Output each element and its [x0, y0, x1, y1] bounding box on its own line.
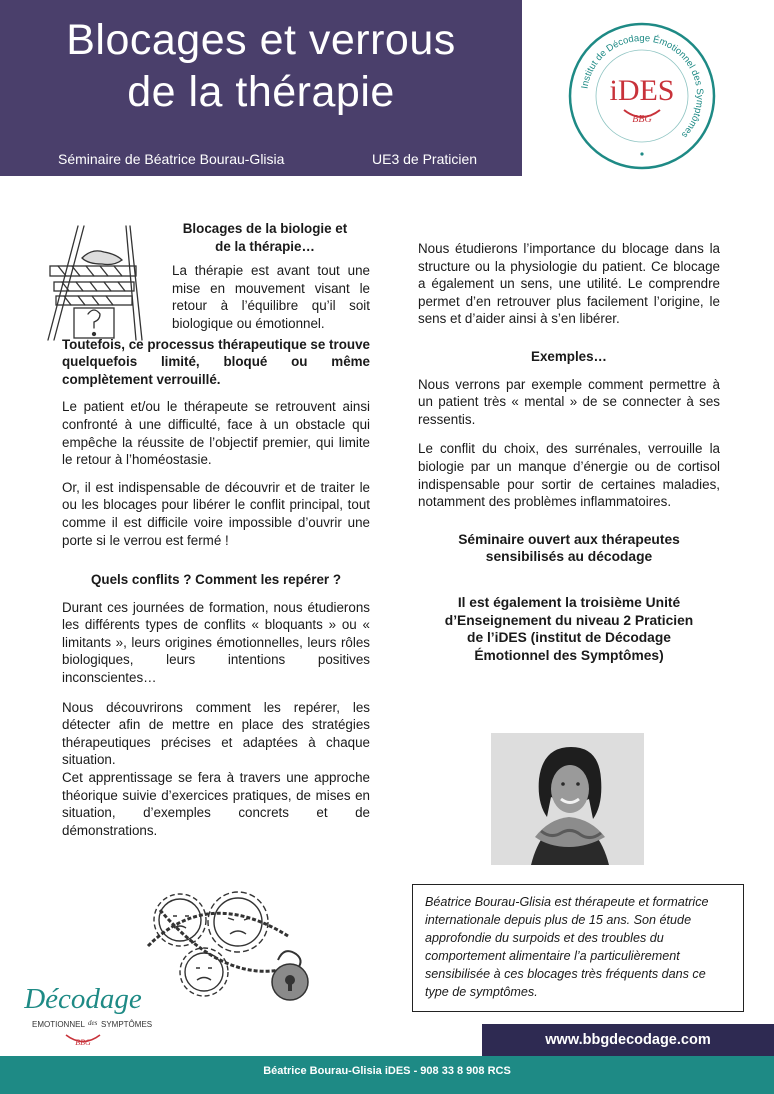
logo-monogram: BBG: [75, 1038, 91, 1047]
logo-tagline-c: SYMPTÔMES: [101, 1020, 153, 1029]
seminar-subtitle: Séminaire de Béatrice Bourau-Glisia: [58, 151, 285, 167]
paragraph-mental: Nous verrons par exemple comment permettre à un patient très « mental » de se connecter à ses ressentis.: [418, 376, 720, 427]
paragraph-lock: Or, il est indispensable de découvrir et de traiter le ou les blocages pour libérer le conflit principal, tout comme il est difficile voire impossible d’ouvrir une porte si le verrou est fermé !: [62, 479, 370, 548]
bio-text: Béatrice Bourau-Glisia est thérapeute et formatrice internationale depuis plus de 15 ans. Son étude approfondie du surpoids et des troubles du comportement alimentaire l’a particulièrement sensibilisée à ces blocages très fréquents dans ce type de symptômes.: [425, 895, 709, 999]
open-seminar-line1: Séminaire ouvert aux thérapeutes: [458, 531, 680, 547]
seal-brand-text: iDES: [609, 74, 675, 107]
section-title-conflicts: Quels conflits ? Comment les repérer ?: [90, 572, 342, 588]
level-label: UE3 de Praticien: [372, 151, 478, 167]
paragraph-detect: Nous découvrirons comment les repérer, les détecter afin de mettre en place des stratégies thérapeutiques précises et adaptées à chaque situation.: [62, 699, 370, 768]
right-column: [418, 240, 720, 664]
logo-word: Décodage: [24, 983, 142, 1015]
portrait-photo: [491, 733, 644, 865]
logo-tagline-a: EMOTIONNEL: [32, 1020, 85, 1029]
teaching-unit-note: [418, 594, 720, 664]
paragraph-structure: Nous étudierons l’importance du blocage dans la structure ou la physiologie du patient. Ce blocage a également un sens, une utilité. Le comprendre permet d’en retrouver plus facilement l’origine, le sens et d’aider ainsi à s’en libérer.: [418, 241, 720, 327]
left-column: [62, 220, 370, 839]
footer-bar: [0, 1056, 774, 1094]
intro-paragraph: La thérapie est avant tout une mise en mouvement visant le retour à l’équilibre qu’il soit biologique ou émotionnel.: [172, 263, 370, 331]
decodage-logo: [24, 980, 153, 1058]
section-title-biology: [62, 220, 370, 255]
title-line-2: de la thérapie: [127, 68, 395, 116]
title-line-1: Blocages et verrous: [66, 16, 456, 64]
open-seminar-line2: sensibilisés au décodage: [485, 549, 653, 565]
section-title-examples: Exemples…: [531, 348, 607, 364]
section-title-biology-line1: Blocages de la biologie et: [182, 221, 348, 236]
website-link[interactable]: www.bbgdecodage.com: [482, 1024, 774, 1056]
open-seminar-note: [418, 531, 720, 566]
paragraph-choice-conflict: Le conflit du choix, des surrénales, verrouille la biologie par un manque d’énergie ou de cortisol indispensable pour sortir de certaines maladies, notamment des problèmes inflammatoires.: [418, 441, 720, 510]
section-title-biology-line2: de la thérapie…: [215, 238, 315, 254]
header-banner: [0, 0, 522, 176]
lead-paragraph: Toutefois, ce processus thérapeutique se trouve quelquefois limité, bloqué ou même complètement verrouillé.: [62, 336, 370, 387]
teaching-unit-line3: de l’iDES (institut de Décodage: [467, 630, 671, 646]
bio-box: [412, 884, 744, 1012]
ides-seal-logo: [566, 20, 718, 172]
teaching-unit-line1: Il est également la troisième Unité: [457, 594, 681, 610]
locked-gears-illustration-icon: [140, 880, 320, 1010]
paragraph-approach: Cet apprentissage se fera à travers une approche théorique suivie d’exercices pratiques, de mises en situation, d’exemples concrets et de démonstrations.: [62, 770, 370, 838]
footer-text: Béatrice Bourau-Glisia iDES - 908 33 8 908 RCS: [263, 1065, 511, 1077]
page-title: [0, 14, 522, 118]
teaching-unit-line2: d’Enseignement du niveau 2 Praticien: [444, 612, 694, 628]
seal-ring-text: Institut de Décodage Émotionnel des Symptômes: [579, 32, 706, 141]
paragraph-obstacle: Le patient et/ou le thérapeute se retrouvent ainsi confronté à une difficulté, face à un obstacle qui empêche la réussite de l’objectif premier, qui limite le retour à l’homéostasie.: [62, 399, 370, 468]
teaching-unit-line4: Émotionnel des Symptômes): [474, 647, 664, 663]
paragraph-training: Durant ces journées de formation, nous étudierons les différents types de conflits « bloquants » ou « limitants », leurs origines émotionnelles, leurs rôles biologiques, leurs intentions positives inconscientes…: [62, 599, 370, 686]
logo-tagline-b: des: [88, 1019, 98, 1027]
seal-monogram: BBG: [632, 114, 652, 125]
